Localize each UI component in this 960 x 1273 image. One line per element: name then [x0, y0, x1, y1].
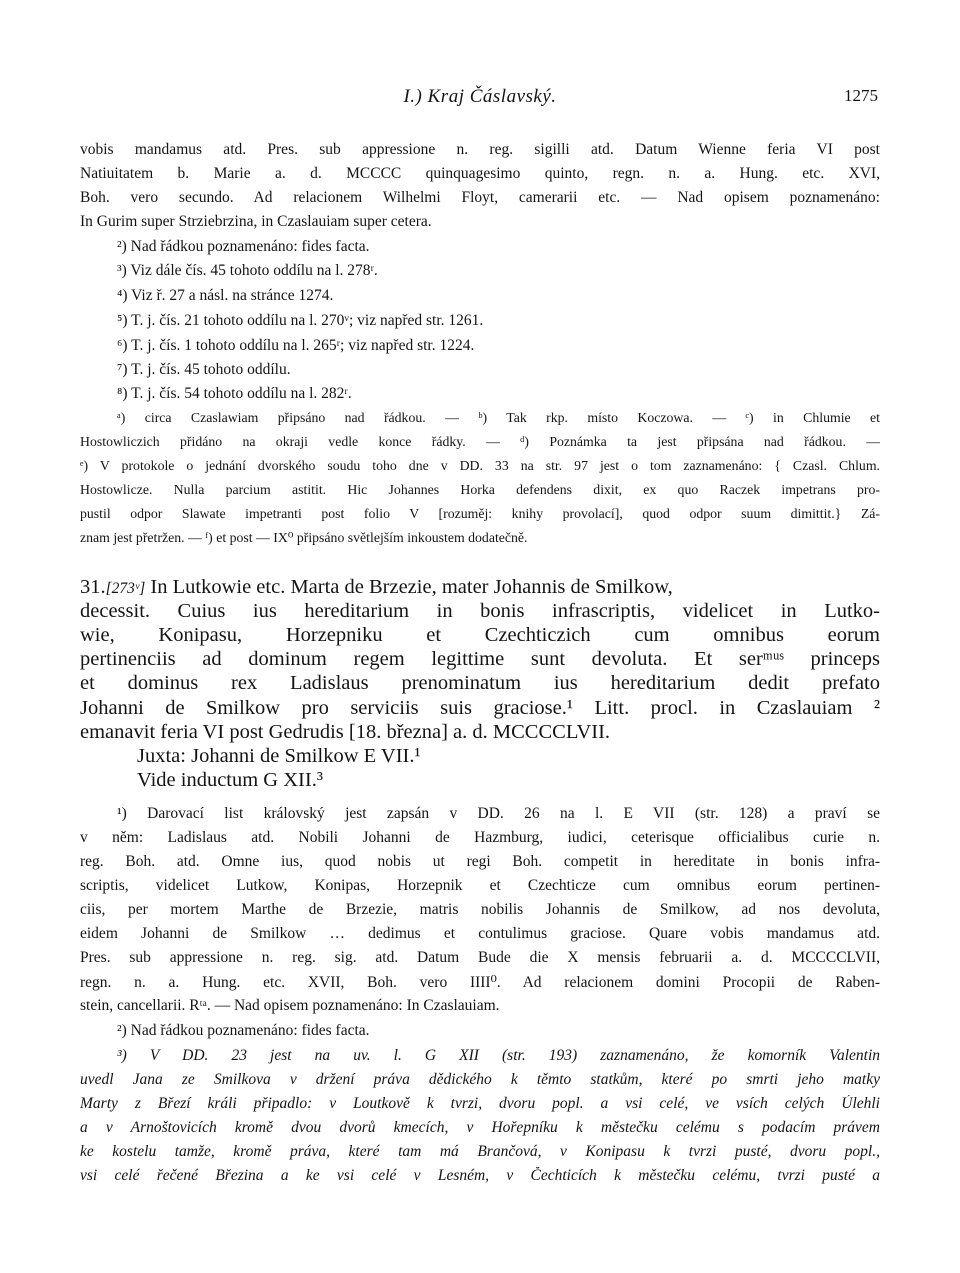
footnote-6: ⁶) T. j. čís. 1 tohoto oddílu na l. 265ʳ; viz napřed str. 1224. [117, 337, 475, 354]
footnote-2: ²) Nad řádkou poznamenáno: fides facta. [117, 238, 370, 255]
footnote-1-line: scriptis, videlicet Lutkow, Konipas, Horzepnik et Czechticze cum omnibus eorum pertinen- [80, 877, 880, 894]
page-number: 1275 [844, 86, 878, 105]
entry-line: decessit. Cuius ius hereditarium in bonis infrascriptis, videlicet in Lutko- [80, 600, 880, 622]
footnote-5: ⁵) T. j. čís. 21 tohoto oddílu na l. 270ᵛ; viz napřed str. 1261. [117, 312, 484, 329]
footnote-8: ⁸) T. j. čís. 54 tohoto oddílu na l. 282ʳ. [117, 385, 352, 402]
lettered-note-line: Hostowliczich přidáno na okraji vedle konce řádky. — ᵈ) Poznámka ta jest připsána nad řádkou. — [80, 434, 880, 449]
footnote-1-line: eidem Johanni de Smilkow … dedimus et contulimus graciose. Quare vobis mandamus atd. [80, 925, 880, 942]
page-header [0, 86, 960, 110]
footnote-1-line: ciis, per mortem Marthe de Brzezie, matris nobilis Johannis de Smilkow, ad nos devoluta, [80, 901, 880, 918]
entry-vide: Vide inductum G XII.³ [137, 769, 323, 791]
footnote-3-line [80, 1071, 880, 1089]
footnote-1-line: reg. Boh. atd. Omne ius, quod nobis ut regi Boh. competit in hereditate in bonis infra- [80, 853, 880, 870]
entry-line: et dominus rex Ladislaus prenominatum ius hereditarium dedit prefato [80, 672, 880, 694]
footnote-3-text: uvedl Jana ze Smilkova v držení práva dědického k těmto statkům, které po smrti jeho matky [80, 1071, 880, 1088]
footnote-3-line [80, 1167, 880, 1185]
footnote-line: Natiuitatem b. Marie a. d. MCCCC quinquagesimo quinto, regn. n. a. Hung. etc. XVI, [80, 165, 880, 182]
entry-folio: [273ᵛ] [105, 580, 146, 597]
footnote-1-line: regn. n. a. Hung. etc. XVII, Boh. vero IIII⁰. Ad relacionem domini Procopii de Raben- [80, 974, 880, 991]
footnote-3-line [80, 1119, 880, 1137]
running-title: I.) Kraj Čáslavský. [403, 86, 557, 107]
footnote-line: In Gurim super Strziebrzina, in Czaslauiam super cetera. [80, 213, 432, 230]
footnote-1-line: v něm: Ladislaus atd. Nobili Johanni de Hazmburg, iudici, ceterisque officialibus curie n. [80, 829, 880, 846]
footnote-line: vobis mandamus atd. Pres. sub appressione n. reg. sigilli atd. Datum Wienne feria VI post [80, 141, 880, 158]
footnote-3-line [117, 1047, 880, 1065]
lettered-note-line: ᵉ) V protokole o jednání dvorského soudu toho dne v DD. 33 na str. 97 jest o tom zaznamenáno: { Czasl. Chlum. [80, 458, 880, 473]
footnote-3: ³) Viz dále čís. 45 tohoto oddílu na l. 278ʳ. [117, 262, 378, 279]
entry-31-first-line [80, 576, 880, 599]
footnote-4: ⁴) Viz ř. 27 a násl. na stránce 1274. [117, 287, 334, 304]
entry-juxta: Juxta: Johanni de Smilkow E VII.¹ [137, 745, 421, 767]
footnote-3-text: ke kostelu tamže, kromě práva, které tam má Brančová, v Konipasu k tvrzi pusté, dvoru popl., [80, 1143, 880, 1160]
lettered-note-line: znam jest přetržen. — ᶠ) et post — IX⁰ připsáno světlejším inkoustem dodatečně. [80, 530, 528, 545]
footnote-3-text: a v Arnoštovicích kromě dvou dvorů kmecích, v Hořepníku k městečku celému s podacím právem [80, 1119, 880, 1136]
footnote-line: Boh. vero secundo. Ad relacionem Wilhelmi Floyt, camerarii etc. — Nad opisem poznamenáno: [80, 189, 880, 206]
entry-line: pertinenciis ad dominum regem legittime sunt devoluta. Et serᵐᵘˢ princeps [80, 648, 880, 670]
entry-line: In Lutkowie etc. Marta de Brzezie, mater Johannis de Smilkow, [150, 576, 673, 598]
lettered-note-line: ᵃ) circa Czaslawiam připsáno nad řádkou. — ᵇ) Tak rkp. místo Koczowa. — ᶜ) in Chlumie et [117, 410, 880, 425]
footnote-7: ⁷) T. j. čís. 45 tohoto oddílu. [117, 361, 291, 378]
lettered-note-line: Hostowlicze. Nulla parcium astitit. Hic Johannes Horka defendens dixit, ex quo Raczek impetrans pro- [80, 482, 880, 497]
entry-line: Johanni de Smilkow pro serviciis suis graciose.¹ Litt. procl. in Czaslauiam ² [80, 697, 880, 719]
footnote-3-text: vsi celé řečené Březina a ke vsi celé v Lesném, v Čechticích k městečku celému, tvrzi pusté a [80, 1167, 880, 1184]
footnote-2-bottom: ²) Nad řádkou poznamenáno: fides facta. [117, 1022, 370, 1039]
footnote-1-line: Pres. sub appressione n. reg. sig. atd. Datum Bude die X mensis februarii a. d. MCCCCLVII, [80, 949, 880, 966]
footnote-3-text: ³) V DD. 23 jest na uv. l. G XII (str. 193) zaznamenáno, že komorník Valentin [117, 1047, 880, 1064]
entry-line: emanavit feria VI post Gedrudis [18. března] a. d. MCCCCLVII. [80, 721, 611, 743]
footnote-1-line: ¹) Darovací list královský jest zapsán v DD. 26 na l. E VII (str. 128) a praví se [117, 805, 880, 822]
lettered-note-line: pustil odpor Slawate impetranti post folio V [rozuměj: knihy provolací], quod odpor suum dimittit.} Zá- [80, 506, 880, 521]
footnote-3-line [80, 1143, 880, 1161]
entry-number: 31. [80, 576, 106, 598]
footnote-3-line [80, 1095, 880, 1113]
entry-line: wie, Konipasu, Horzepniku et Czechticzich cum omnibus eorum [80, 624, 880, 646]
footnote-3-text: Marty z Březí králi připadlo: v Loutkově k tvrzi, dvoru popl. a vsi celé, ve vsích celých Úlehli [80, 1095, 880, 1112]
footnote-1-line: stein, cancellarii. Rᵗᵃ. — Nad opisem poznamenáno: In Czaslauiam. [80, 997, 500, 1014]
